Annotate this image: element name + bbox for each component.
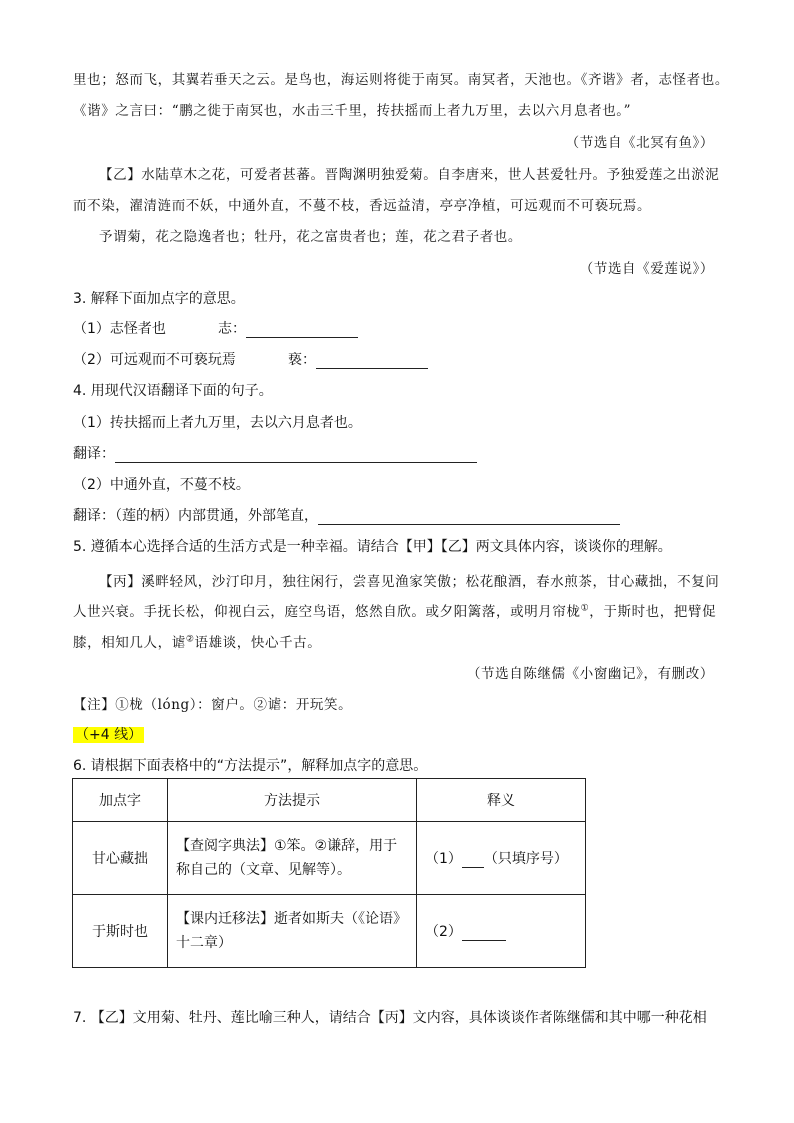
table-cell-hint-text: 【查阅字典法】①笨。②谦辞，用于称自己的（文章、见解等）。 (176, 838, 398, 878)
passage-bing-line-1: 【丙】溪畔轻风，沙汀印月，独往闲行，尝喜见渔家笑傲；松花酿酒，春水煎茶，甘心藏拙，不复问 (99, 574, 720, 590)
table-row (73, 822, 586, 895)
score-badge-text: （+4 线） (75, 727, 143, 743)
table-header-word: 加点字 (73, 779, 168, 822)
passage-bing-line-2-text: 人世兴衰。手抚长松，仰视白云，庭空鸟语，悠然自欣。或夕阳篱落，或明月帘栊 (73, 604, 581, 620)
table-header-hint: 方法提示 (168, 779, 417, 822)
passage-bing-line-3-start: 膝，相知几人，谑 (73, 635, 186, 651)
table-header-meaning: 释义 (417, 779, 586, 822)
q6-stem: 6. 请根据下面表格中的“方法提示”，解释加点字的意思。 (73, 758, 428, 774)
table-cell-hint (168, 822, 417, 895)
table-row (73, 895, 586, 968)
q4-answer-1-blank[interactable] (115, 448, 477, 463)
passage-yi-line-1: 【乙】水陆草木之花，可爱者甚蕃。晋陶渊明独爱菊。自李唐来，世人甚爱牡丹。予独爱莲之出淤泥 (99, 167, 720, 183)
passage-yi-source: （节选自《爱莲说》） (579, 261, 714, 277)
answer-blank[interactable] (462, 926, 506, 941)
q3-item-2-answer (288, 349, 428, 369)
q3-item-1-text: （1）志怪者也 (73, 321, 166, 337)
q4-answer-1-label: 翻译： (73, 446, 115, 462)
q3-stem: 3. 解释下面加点字的意思。 (73, 291, 245, 307)
answer-suffix: （只填序号） (483, 851, 568, 867)
q5-stem: 5. 遵循本心选择合适的生活方式是一种幸福。请结合【甲】【乙】两文具体内容，谈谈你的理解。 (73, 539, 672, 555)
table-header-row (73, 779, 586, 822)
q3-item-1-blank[interactable] (246, 323, 358, 338)
passage-jia-source: （节选自《北冥有鱼》） (565, 135, 714, 151)
q4-answer-2 (73, 505, 620, 525)
q3-item-2-blank[interactable] (316, 354, 428, 369)
table-cell-hint-text: 【课内迁移法】逝者如斯夫（《论语》十二章） (176, 911, 400, 951)
table-cell-answer (417, 822, 586, 895)
answer-blank[interactable] (462, 853, 484, 868)
q7-stem: 7. 【乙】文用菊、牡丹、莲比喻三种人，请结合【丙】文内容，具体谈谈作者陈继儒和其中哪一种花相 (73, 1010, 707, 1026)
passage-jia-line-1: 里也；怒而飞，其翼若垂天之云。是鸟也，海运则将徙于南冥。南冥者，天池也。《齐谐》者，志怪者也。 (73, 72, 729, 88)
q3-item-2-text: （2）可远观而不可亵玩焉 (73, 352, 236, 368)
passage-bing-line-2-end: ，于斯时也，把臂促 (589, 604, 717, 620)
q4-item-1: （1）抟扶摇而上者九万里，去以六月息者也。 (73, 415, 362, 431)
answer-prefix: （1） (425, 851, 462, 867)
q4-answer-1 (73, 443, 477, 463)
answer-prefix: （2） (425, 924, 462, 940)
q3-item-2 (73, 349, 236, 369)
table-cell-word: 甘心藏拙 (73, 822, 168, 895)
q3-item-1 (73, 318, 166, 338)
q4-item-2: （2）中通外直，不蔓不枝。 (73, 477, 250, 493)
passage-bing-source: （节选自陈继儒《小窗幽记》，有删改） (466, 666, 714, 682)
table-cell-hint (168, 895, 417, 968)
table-cell-word: 于斯时也 (73, 895, 168, 968)
q6-table (72, 778, 586, 968)
q4-answer-2-blank[interactable] (318, 510, 620, 525)
footnote: 【注】①栊（lóng）：窗户。②谑：开玩笑。 (73, 697, 353, 713)
passage-bing-line-3-end: 语雄谈，快心千古。 (194, 635, 322, 651)
table-cell-answer (417, 895, 586, 968)
passage-jia-line-2: 《谐》之言曰：“鹏之徙于南冥也，水击三千里，抟扶摇而上者九万里，去以六月息者也。” (73, 103, 632, 119)
q4-answer-2-label: 翻译：（莲的柄）内部贯通，外部笔直， (73, 508, 318, 524)
score-badge (73, 724, 144, 744)
passage-yi-line-2: 而不染，濯清涟而不妖，中通外直，不蔓不枝，香远益清，亭亭净植，可远观而不可亵玩焉。 (73, 198, 652, 214)
q3-item-1-label: 志： (218, 321, 246, 337)
passage-bing-line-3 (73, 631, 321, 651)
footnote-mark-1: ① (580, 603, 590, 614)
q3-item-1-answer (218, 318, 358, 338)
q4-stem: 4. 用现代汉语翻译下面的句子。 (73, 383, 273, 399)
footnote-mark-2: ② (185, 634, 195, 645)
q3-item-2-label: 亵： (288, 352, 316, 368)
passage-yi-line-3: 予谓菊，花之隐逸者也；牡丹，花之富贵者也；莲，花之君子者也。 (99, 229, 522, 245)
passage-bing-line-2 (73, 600, 716, 620)
